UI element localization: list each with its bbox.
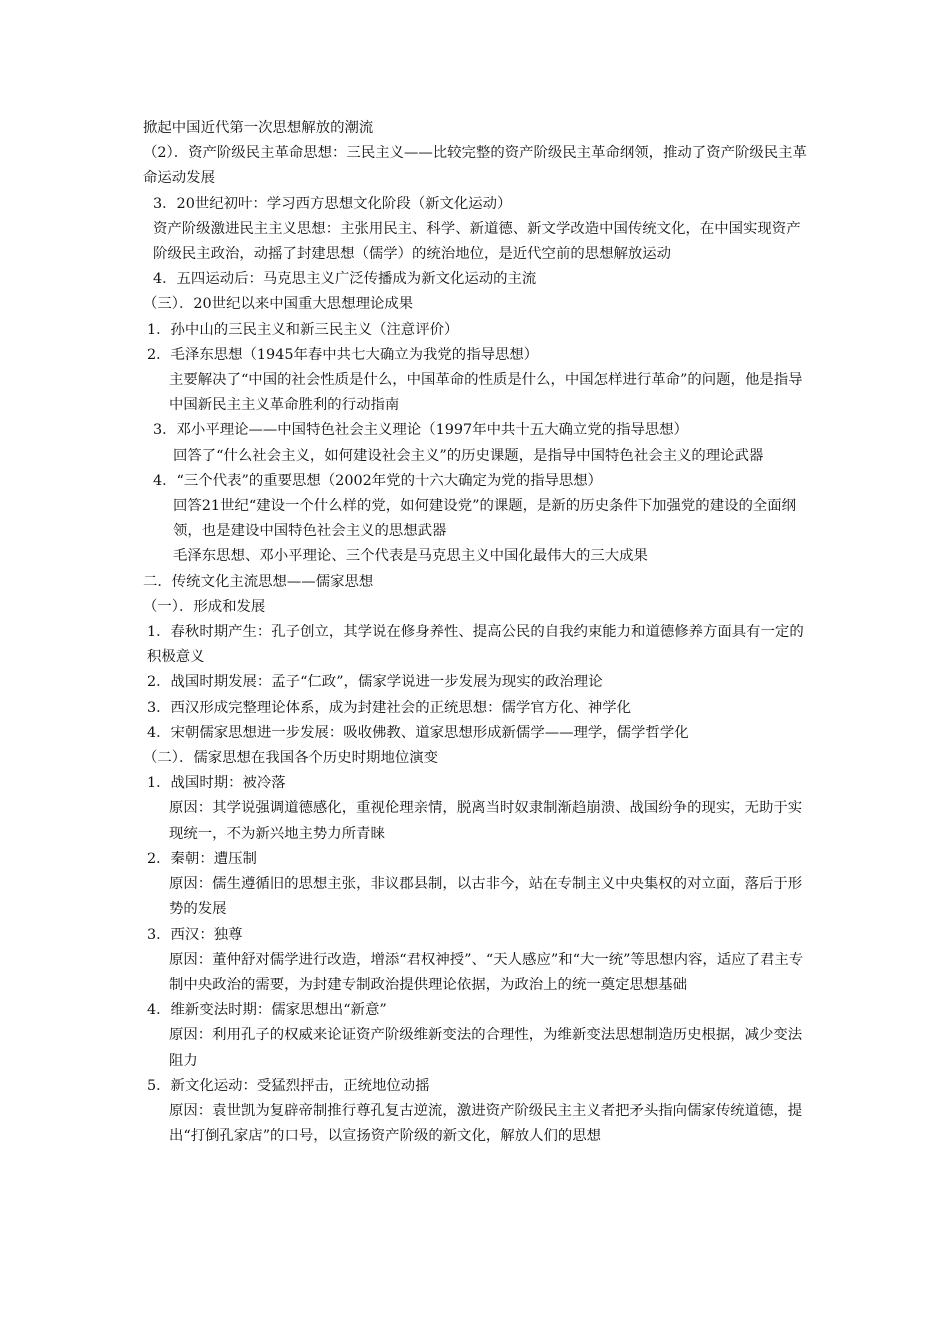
list-item: 4．宋朝儒家思想进一步发展：吸收佛教、道家思想形成新儒学——理学，儒学哲学化 [147,724,689,741]
paragraph: 原因：其学说强调道德感化，重视伦理亲情，脱离当时奴隶制渐趋崩溃、战国纷争的现实，无助于实现统一，不为新兴地主势力所青睐 [169,800,803,842]
list-item: 2．秦朝：遭压制 [147,850,257,867]
paragraph: 原因：董仲舒对儒学进行改造，增添“君权神授”、“天人感应”和“大一统”等思想内容，适应了君主专制中央政治的需要，为封建专制政治提供理论依据，为政治上的统一奠定思想基础 [169,951,804,993]
list-item: 3．邓小平理论——中国特色社会主义理论（1997年中共十五大确立党的指导思想） [153,422,689,439]
paragraph: 原因：袁世凯为复辟帝制推行尊孔复古逆流，激进资产阶级民主主义者把矛头指向儒家传统道德，提出“打倒孔家店”的口号，以宣扬资产阶级的新文化，解放人们的思想 [169,1102,803,1145]
list-item: 1．战国时期：被冷落 [147,775,286,792]
paragraph: 原因：利用孔子的权威来论证资产阶级维新变法的合理性，为维新变法思想制造历史根据，减少变法阻力 [169,1027,803,1069]
section-heading: 二．传统文化主流思想——儒家思想 [143,573,374,590]
document-page [143,116,813,1149]
section-heading: （三）．20世纪以来中国重大思想理论成果 [143,296,414,313]
list-item: 1．春秋时期产生：孔子创立，其学说在修身养性、提高公民的自我约束能力和道德修养方面具有一定的积极意义 [147,624,804,666]
subsection-heading: （二）．儒家思想在我国各个历史时期地位演变 [143,750,439,767]
paragraph: （2）．资产阶级民主革命思想：三民主义——比较完整的资产阶级民主革命纲领，推动了资产阶级民主革命运动发展 [143,145,807,187]
list-item: 4．五四运动后：马克思主义广泛传播成为新文化运动的主流 [153,271,537,288]
paragraph: 原因：儒生遵循旧的思想主张，非议郡县制，以古非今，站在专制主义中央集权的对立面，落后于形势的发展 [169,876,803,918]
list-item: 2．战国时期发展：孟子“仁政”，儒家学说进一步发展为现实的政治理论 [147,674,603,691]
list-item: 5．新文化运动：受猛烈抨击，正统地位动摇 [147,1077,430,1094]
list-item: 3．西汉：独尊 [147,926,243,943]
list-item: 4．“三个代表”的重要思想（2002年党的十六大确定为党的指导思想） [153,472,603,489]
list-item: 2．毛泽东思想（1945年春中共七大确立为我党的指导思想） [147,346,539,363]
paragraph: 资产阶级激进民主主义思想：主张用民主、科学、新道德、新文学改造中国传统文化，在中国实现资产阶级民主政治，动摇了封建思想（儒学）的统治地位，是近代空前的思想解放运动 [153,220,801,263]
subsection-heading: （一）．形成和发展 [143,598,266,615]
list-item: 3．20世纪初叶：学习西方思想文化阶段（新文化运动） [153,195,512,212]
paragraph: 回答了“什么社会主义，如何建设社会主义”的历史课题，是指导中国特色社会主义的理论武器 [173,447,764,464]
paragraph: 毛泽东思想、邓小平理论、三个代表是马克思主义中国化最伟大的三大成果 [173,548,648,565]
list-item: 4．维新变法时期：儒家思想出“新意” [147,1002,387,1019]
list-item: 3．西汉形成完整理论体系，成为封建社会的正统思想：儒学官方化、神学化 [147,699,632,716]
paragraph: 回答21世纪“建设一个什么样的党，如何建设党”的课题，是新的历史条件下加强党的建设的全面纲领，也是建设中国特色社会主义的思想武器 [173,498,797,540]
list-item: 1．孙中山的三民主义和新三民主义（注意评价） [147,321,459,338]
paragraph: 掀起中国近代第一次思想解放的潮流 [143,120,374,136]
paragraph: 主要解决了“中国的社会性质是什么，中国革命的性质是什么，中国怎样进行革命”的问题，他是指导中国新民主主义革命胜利的行动指南 [169,372,803,414]
